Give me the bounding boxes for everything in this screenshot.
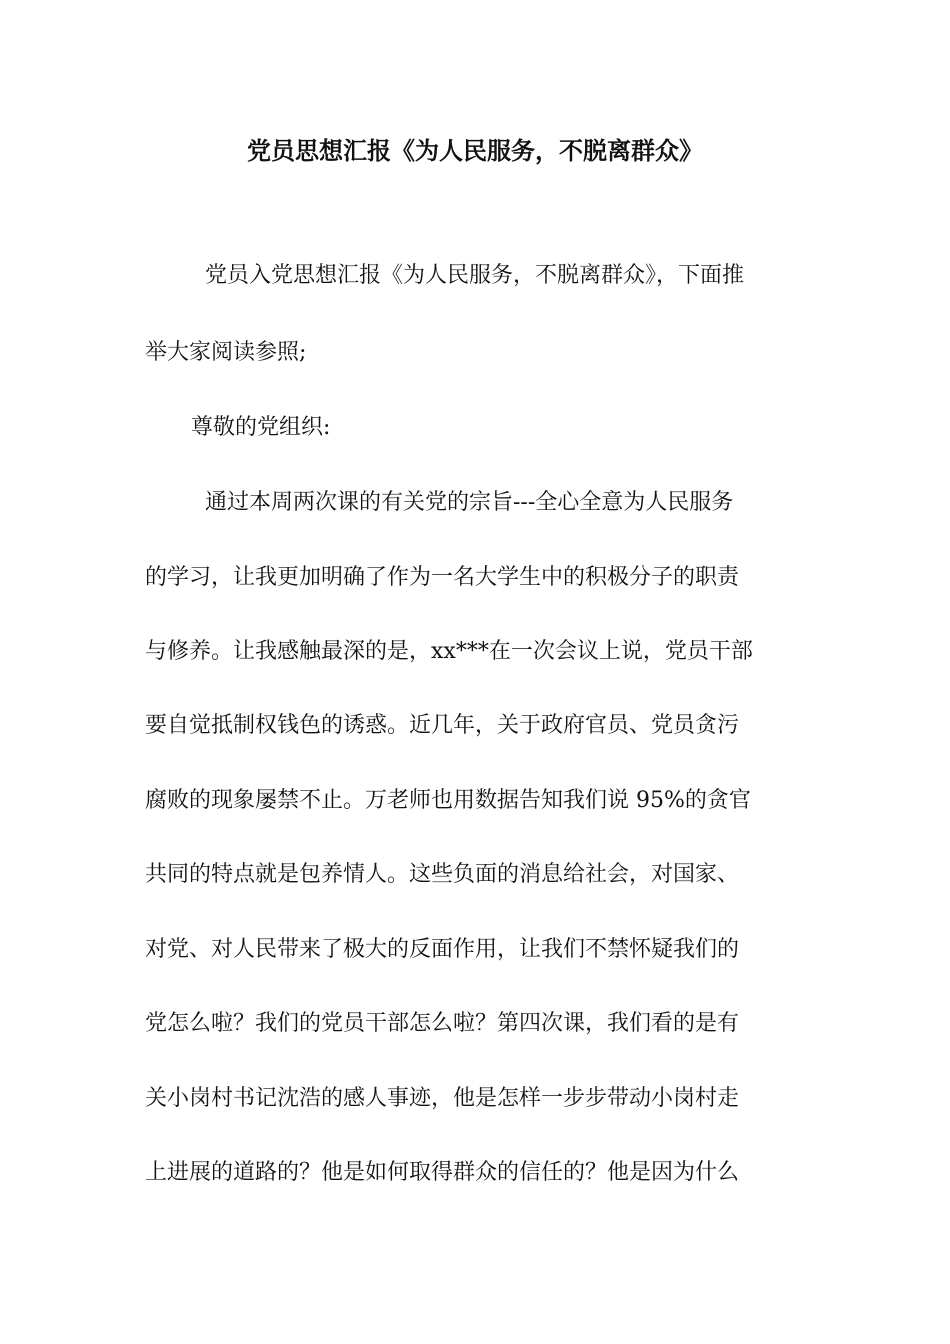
document-title: 党员思想汇报《为人民服务，不脱离群众》	[247, 137, 703, 165]
paragraph-line: 上进展的道路的？他是如何取得群众的信任的？他是因为什么	[145, 1160, 740, 1185]
paragraph-line: 关小岗村书记沈浩的感人事迹，他是怎样一步步带动小岗村走	[145, 1086, 740, 1111]
paragraph-line: 的学习，让我更加明确了作为一名大学生中的积极分子的职责	[145, 565, 740, 590]
paragraph-line: 党怎么啦？我们的党员干部怎么啦？第四次课，我们看的是有	[145, 1011, 740, 1036]
paragraph-line: 对党、对人民带来了极大的反面作用，让我们不禁怀疑我们的	[145, 937, 740, 962]
salutation-line: 尊敬的党组织:	[191, 415, 331, 440]
paragraph-line: 要自觉抵制权钱色的诱惑。近几年，关于政府官员、党员贪污	[145, 713, 740, 738]
paragraph-line: 举大家阅读参照;	[145, 340, 307, 365]
paragraph-line: 党员入党思想汇报《为人民服务，不脱离群众》，下面推	[205, 263, 745, 288]
paragraph-line: 与修养。让我感触最深的是，xx***在一次会议上说，党员干部	[145, 639, 753, 664]
paragraph-line: 腐败的现象屡禁不止。万老师也用数据告知我们说 95%的贪官	[145, 788, 751, 813]
paragraph-line: 通过本周两次课的有关党的宗旨---全心全意为人民服务	[205, 490, 734, 515]
paragraph-line: 共同的特点就是包养情人。这些负面的消息给社会，对国家、	[145, 862, 740, 887]
